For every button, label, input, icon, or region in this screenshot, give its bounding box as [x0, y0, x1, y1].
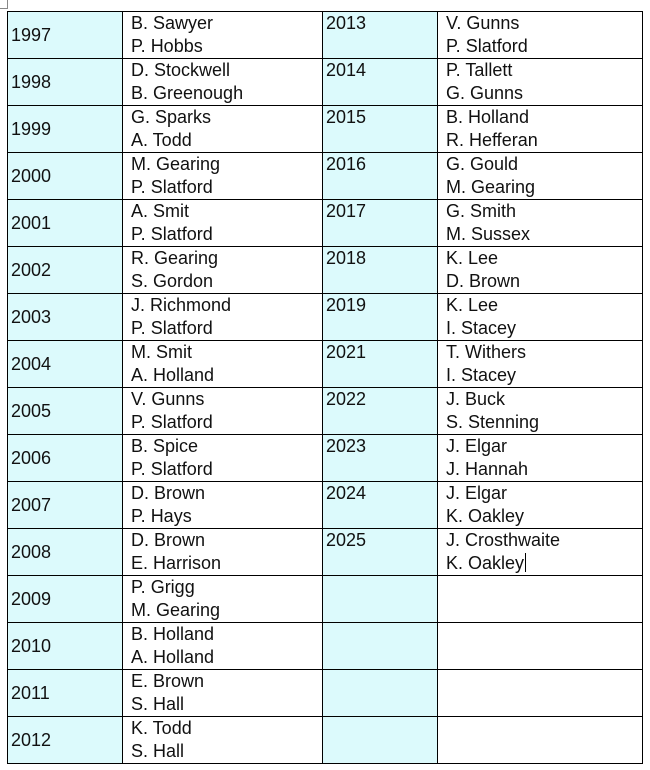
- names-cell-left[interactable]: [123, 670, 323, 717]
- table-row: [8, 59, 643, 106]
- table-row: [8, 435, 643, 482]
- table-row: [8, 341, 643, 388]
- year-cell-right[interactable]: 2024: [323, 482, 438, 529]
- names-cell-left[interactable]: [123, 341, 323, 388]
- player-name-first: E. Brown: [131, 671, 205, 691]
- player-name-second: P. Slatford: [131, 459, 213, 479]
- player-name-first: A. Smit: [131, 201, 190, 221]
- year-cell-right[interactable]: [323, 717, 438, 764]
- player-name-second: A. Todd: [131, 130, 192, 150]
- player-name-second: P. Slatford: [131, 177, 213, 197]
- table-row: [8, 106, 643, 153]
- player-name-first: J. Richmond: [131, 295, 232, 315]
- player-name-second: K. Oakley: [446, 553, 525, 573]
- year-cell-right[interactable]: 2023: [323, 435, 438, 482]
- player-name-second: P. Hobbs: [131, 36, 203, 56]
- player-name-second: A. Holland: [131, 365, 215, 385]
- table-row: [8, 12, 643, 59]
- year-cell-left[interactable]: 1997: [8, 12, 123, 59]
- player-name-first: G. Gould: [446, 154, 519, 174]
- player-name-second: J. Hannah: [446, 459, 529, 479]
- table-row: [8, 482, 643, 529]
- year-cell-right[interactable]: 2016: [323, 153, 438, 200]
- table-row: [8, 529, 643, 576]
- year-cell-left[interactable]: 2002: [8, 247, 123, 294]
- player-name-first: B. Holland: [446, 107, 530, 127]
- player-name-first: B. Spice: [131, 436, 199, 456]
- names-cell-right[interactable]: [438, 576, 643, 623]
- player-name-first: K. Lee: [446, 295, 499, 315]
- table-row: [8, 576, 643, 623]
- player-name-second: P. Hays: [131, 506, 192, 526]
- names-cell-right[interactable]: [438, 623, 643, 670]
- names-cell-right[interactable]: [438, 670, 643, 717]
- names-cell-right[interactable]: [438, 247, 643, 294]
- table-row: [8, 388, 643, 435]
- names-cell-left[interactable]: [123, 247, 323, 294]
- player-name-first: G. Smith: [446, 201, 517, 221]
- player-name-second: P. Slatford: [446, 36, 528, 56]
- player-name-second: R. Hefferan: [446, 130, 538, 150]
- year-cell-left[interactable]: 1998: [8, 59, 123, 106]
- table-row: [8, 153, 643, 200]
- names-cell-left[interactable]: [123, 106, 323, 153]
- year-cell-left[interactable]: 2001: [8, 200, 123, 247]
- player-name-first: J. Elgar: [446, 436, 508, 456]
- year-cell-left[interactable]: 2010: [8, 623, 123, 670]
- year-cell-right[interactable]: 2021: [323, 341, 438, 388]
- table-row: [8, 670, 643, 717]
- player-name-second: P. Slatford: [131, 412, 213, 432]
- player-name-first: T. Withers: [446, 342, 527, 362]
- player-name-first: J. Elgar: [446, 483, 508, 503]
- player-name-first: P. Tallett: [446, 60, 513, 80]
- names-cell-right[interactable]: [438, 529, 643, 576]
- year-cell-left[interactable]: 2000: [8, 153, 123, 200]
- roster-table-body: [8, 12, 643, 764]
- names-cell-right[interactable]: [438, 153, 643, 200]
- names-cell-right[interactable]: [438, 12, 643, 59]
- player-name-first: K. Todd: [131, 718, 192, 738]
- player-name-second: M. Gearing: [131, 600, 221, 620]
- player-name-second: D. Brown: [446, 271, 521, 291]
- names-cell-left[interactable]: [123, 12, 323, 59]
- table-row: [8, 294, 643, 341]
- names-cell-left[interactable]: [123, 623, 323, 670]
- names-cell-right[interactable]: [438, 294, 643, 341]
- table-row: [8, 623, 643, 670]
- year-cell-left[interactable]: 2007: [8, 482, 123, 529]
- names-cell-left[interactable]: [123, 294, 323, 341]
- player-name-second: S. Stenning: [446, 412, 540, 432]
- names-cell-left[interactable]: [123, 717, 323, 764]
- names-cell-left[interactable]: [123, 435, 323, 482]
- player-name-first: J. Buck: [446, 389, 506, 409]
- player-name-second: A. Holland: [131, 647, 215, 667]
- names-cell-left[interactable]: [123, 388, 323, 435]
- year-cell-right[interactable]: 2025: [323, 529, 438, 576]
- year-cell-right[interactable]: 2017: [323, 200, 438, 247]
- player-name-first: D. Brown: [131, 530, 206, 550]
- player-name-second: S. Hall: [131, 694, 185, 714]
- year-cell-left[interactable]: 2012: [8, 717, 123, 764]
- table-row: [8, 247, 643, 294]
- names-cell-left[interactable]: [123, 576, 323, 623]
- names-cell-right[interactable]: [438, 435, 643, 482]
- player-name-first: V. Gunns: [131, 389, 205, 409]
- year-cell-right[interactable]: 2014: [323, 59, 438, 106]
- names-cell-left[interactable]: [123, 59, 323, 106]
- player-name-first: D. Brown: [131, 483, 206, 503]
- text-cursor: [525, 553, 526, 572]
- year-cell-left[interactable]: 2011: [8, 670, 123, 717]
- player-name-first: P. Grigg: [131, 577, 195, 597]
- player-name-second: G. Gunns: [446, 83, 524, 103]
- player-name-second: B. Greenough: [131, 83, 244, 103]
- player-name-first: D. Stockwell: [131, 60, 231, 80]
- player-name-first: B. Holland: [131, 624, 215, 644]
- player-name-first: V. Gunns: [446, 13, 520, 33]
- player-name-second: P. Slatford: [131, 318, 213, 338]
- year-cell-right[interactable]: [323, 576, 438, 623]
- player-name-first: M. Smit: [131, 342, 192, 362]
- year-cell-left[interactable]: 2006: [8, 435, 123, 482]
- year-cell-left[interactable]: 2008: [8, 529, 123, 576]
- year-cell-left[interactable]: 2005: [8, 388, 123, 435]
- names-cell-left[interactable]: [123, 153, 323, 200]
- player-name-second: S. Hall: [131, 741, 185, 761]
- year-cell-right[interactable]: 2022: [323, 388, 438, 435]
- year-cell-left[interactable]: 1999: [8, 106, 123, 153]
- names-cell-right[interactable]: [438, 388, 643, 435]
- names-cell-right[interactable]: [438, 482, 643, 529]
- year-cell-left[interactable]: 2003: [8, 294, 123, 341]
- names-cell-right[interactable]: [438, 341, 643, 388]
- names-cell-left[interactable]: [123, 529, 323, 576]
- player-name-second: I. Stacey: [446, 318, 517, 338]
- year-cell-right[interactable]: 2018: [323, 247, 438, 294]
- year-cell-right[interactable]: 2015: [323, 106, 438, 153]
- player-name-first: G. Sparks: [131, 107, 212, 127]
- player-name-first: B. Sawyer: [131, 13, 214, 33]
- player-name-first: R. Gearing: [131, 248, 219, 268]
- names-cell-right[interactable]: [438, 200, 643, 247]
- player-name-second: M. Sussex: [446, 224, 531, 244]
- roster-table: [7, 11, 643, 764]
- year-cell-right[interactable]: [323, 623, 438, 670]
- names-cell-right[interactable]: [438, 59, 643, 106]
- player-name-second: E. Harrison: [131, 553, 222, 573]
- names-cell-left[interactable]: [123, 482, 323, 529]
- player-name-second: P. Slatford: [131, 224, 213, 244]
- names-cell-right[interactable]: [438, 106, 643, 153]
- table-row: [8, 717, 643, 764]
- year-cell-left[interactable]: 2004: [8, 341, 123, 388]
- year-cell-right[interactable]: [323, 670, 438, 717]
- year-cell-right[interactable]: 2019: [323, 294, 438, 341]
- player-name-first: K. Lee: [446, 248, 499, 268]
- page-corner-mark: [7, 0, 8, 9]
- year-cell-left[interactable]: 2009: [8, 576, 123, 623]
- player-name-second: I. Stacey: [446, 365, 517, 385]
- player-name-second: K. Oakley: [446, 506, 525, 526]
- table-row: [8, 200, 643, 247]
- player-name-first: J. Crosthwaite: [446, 530, 561, 550]
- names-cell-left[interactable]: [123, 200, 323, 247]
- player-name-second: S. Gordon: [131, 271, 214, 291]
- year-cell-right[interactable]: 2013: [323, 12, 438, 59]
- player-name-first: M. Gearing: [131, 154, 221, 174]
- names-cell-right[interactable]: [438, 717, 643, 764]
- player-name-second: M. Gearing: [446, 177, 536, 197]
